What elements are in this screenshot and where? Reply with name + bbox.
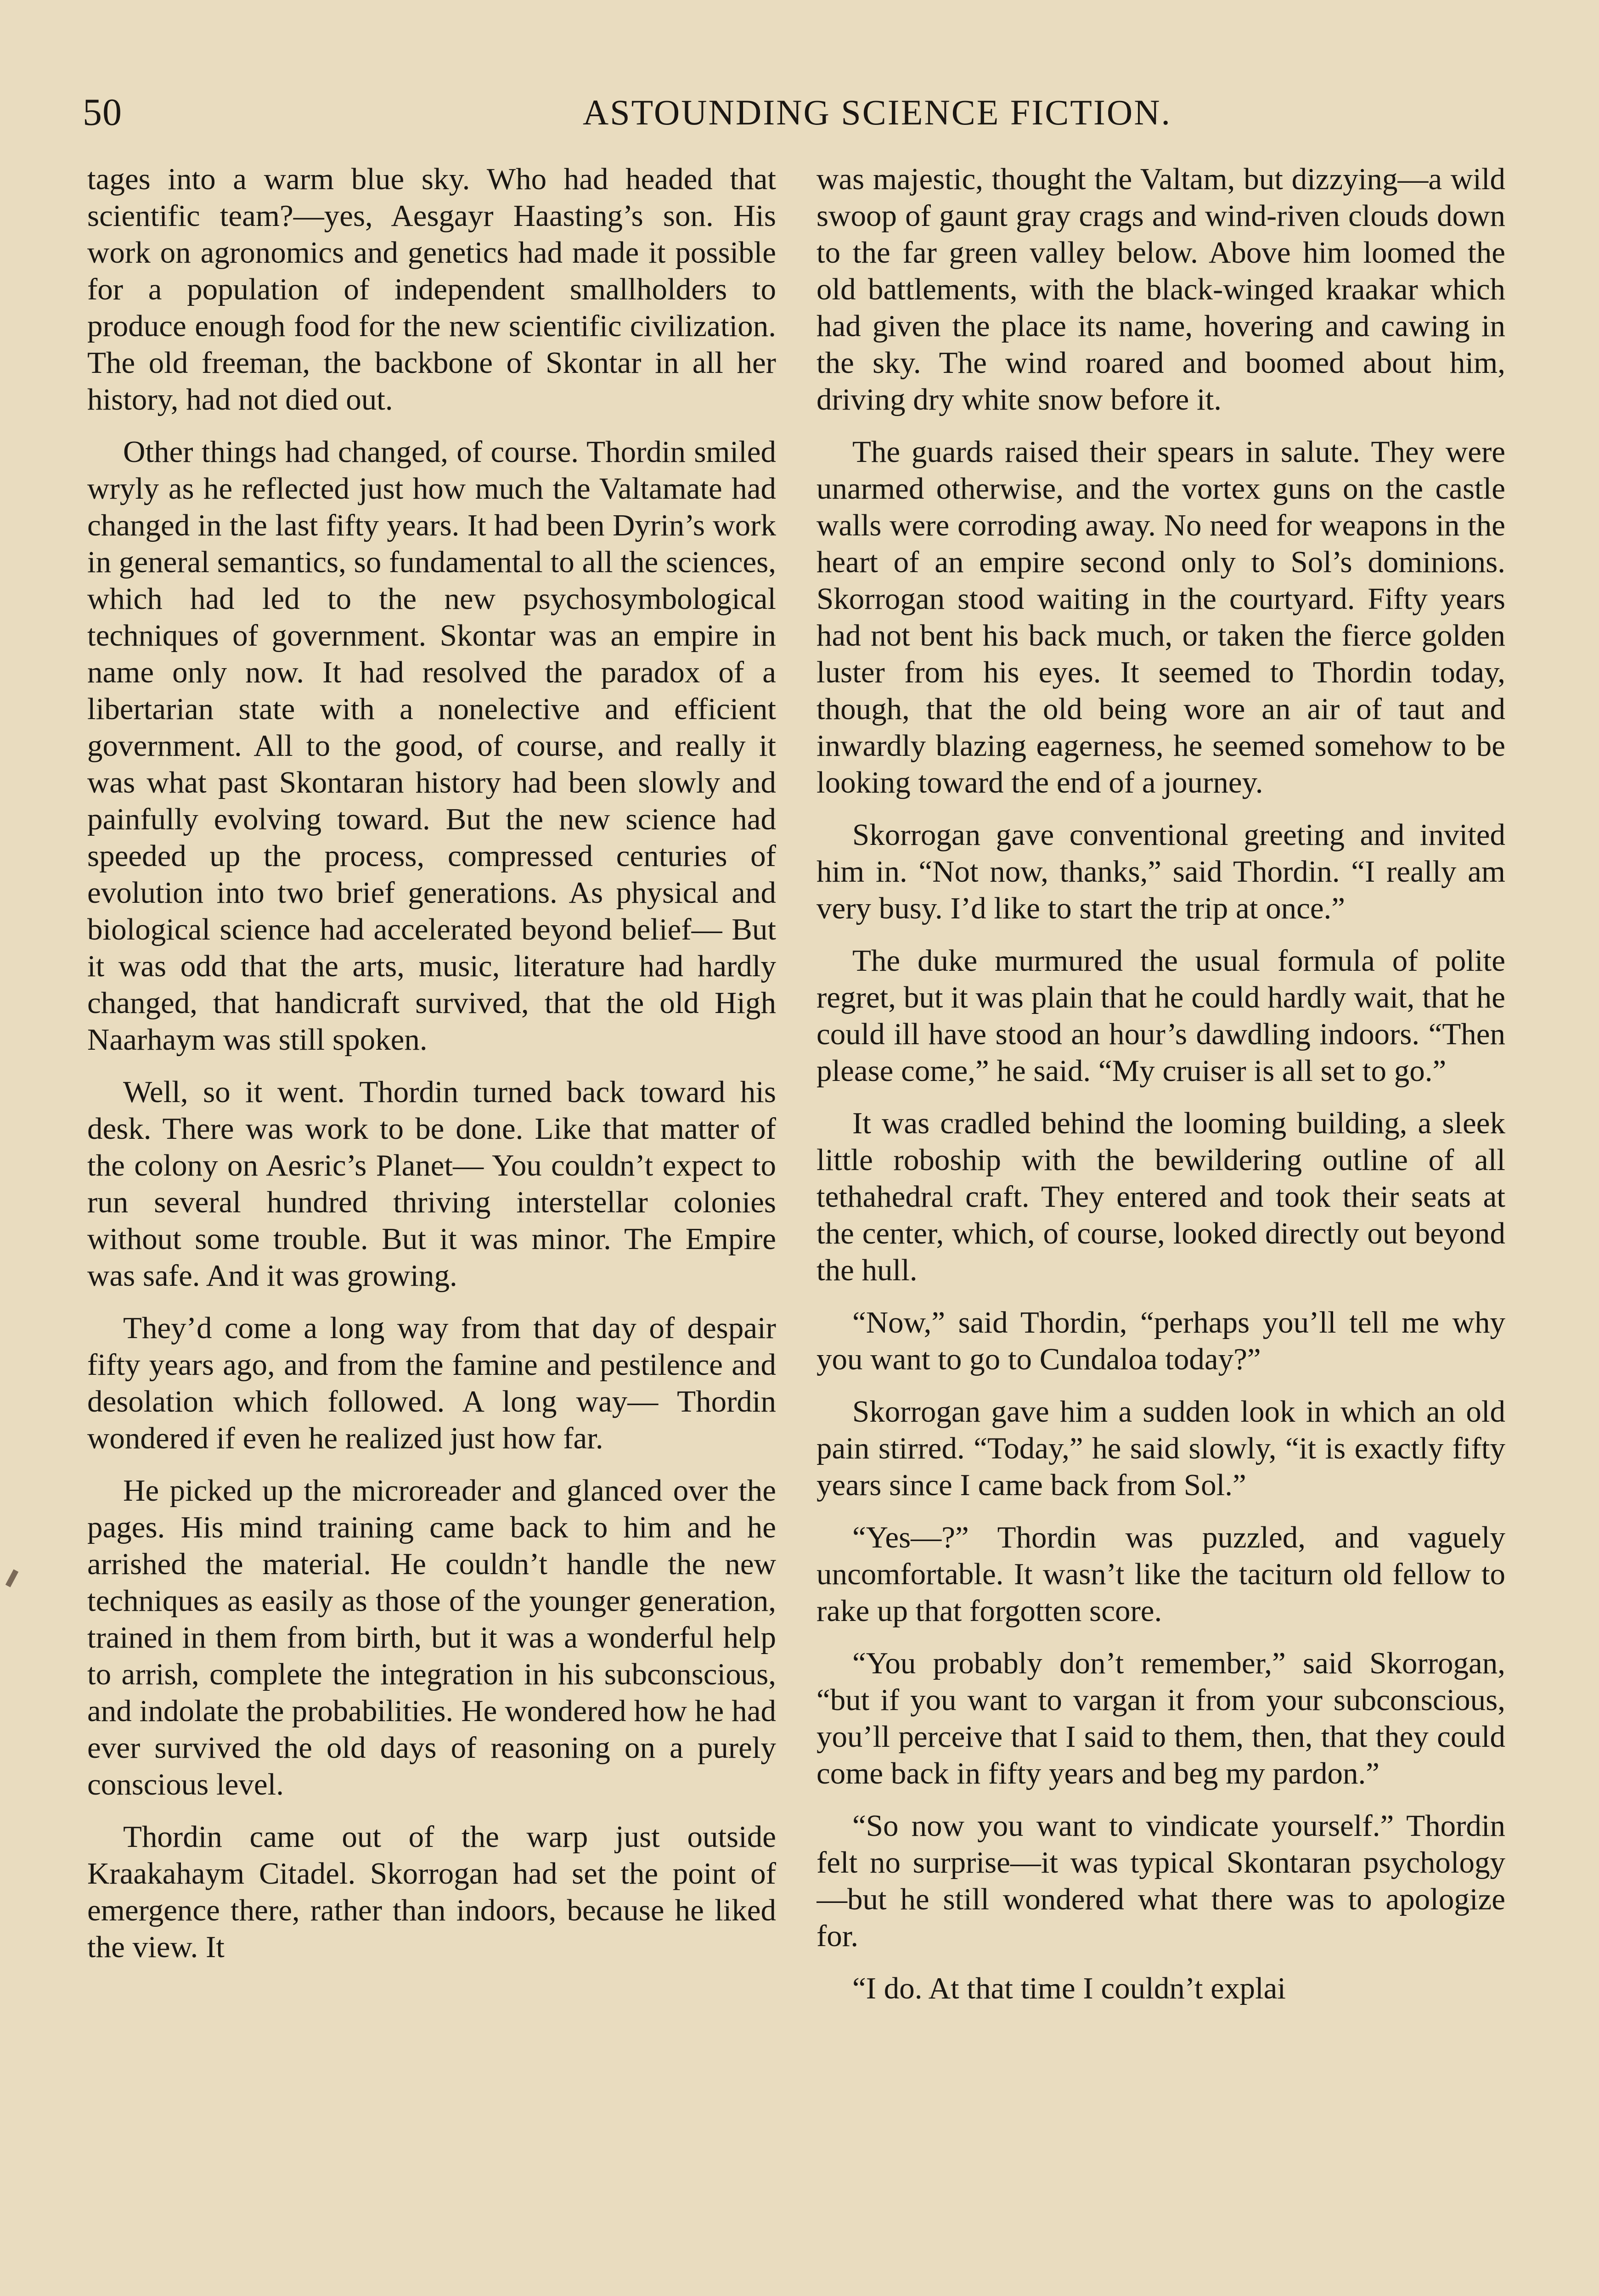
paragraph: “You probably don’t remember,” said Skorrogan, “but if you want to vargan it from your subconscious, you’ll perceive that I said to them, then, that they could come back in fifty years and beg my pardon.” xyxy=(816,1646,1505,1790)
paragraph: was majestic, thought the Valtam, but dizzying—a wild swoop of gaunt gray crags and wind-riven clouds down to the far green valley below. Above him loomed the old battlements, with the black-winged kraakar which had given the place its name, hovering and cawing in the sky. The wind roared and boomed about him, driving dry white snow before it. xyxy=(816,162,1505,416)
paragraph: “I do. At that time I couldn’t explai xyxy=(852,1971,1286,2005)
paragraph: Thordin came out of the warp just outside Kraakahaym Citadel. Skorrogan had set the point of emergence there, rather than indoors, because he liked the view. It xyxy=(87,1820,776,1964)
page-header xyxy=(83,87,1520,142)
paragraph: It was cradled behind the looming building, a sleek little roboship with the bewildering outline of all tethahedral craft. They entered and took their seats at the center, which, of course, looked directly out beyond the hull. xyxy=(816,1106,1505,1287)
paragraph: Skorrogan gave conventional greeting and invited him in. “Not now, thanks,” said Thordin. “I really am very busy. I’d like to start the trip at once.” xyxy=(816,818,1505,925)
page-margin-mark xyxy=(6,1569,18,1587)
left-text-column xyxy=(87,161,776,2296)
paragraph: “So now you want to vindicate yourself.” Thordin felt no surprise—it was typical Skontaran psychology—but he still wondered what there was to apologize for. xyxy=(816,1809,1505,1953)
running-title: ASTOUNDING SCIENCE FICTION. xyxy=(582,92,1172,132)
paragraph: Skorrogan gave him a sudden look in which an old pain stirred. “Today,” he said slowly, “it is exactly fifty years since I came back from Sol.” xyxy=(816,1395,1505,1502)
paragraph: The guards raised their spears in salute. They were unarmed otherwise, and the vortex guns on the castle walls were corroding away. No need for weapons in the heart of an empire second only to Sol’s dominions. Skorrogan stood waiting in the courtyard. Fifty years had not bent his back much, or taken the fierce golden luster from his eyes. It seemed to Thordin today, though, that the old being wore an air of taut and inwardly blazing eagerness, he seemed somehow to be looking toward the end of a journey. xyxy=(816,435,1505,799)
paragraph: “Yes—?” Thordin was puzzled, and vaguely uncomfortable. It wasn’t like the taciturn old fellow to rake up that forgotten score. xyxy=(816,1520,1505,1628)
paragraph: tages into a warm blue sky. Who had headed that scientific team?—yes, Aesgayr Haasting’s son. His work on agronomics and genetics had made it possible for a population of independent smallholders to produce enough food for the new scientific civilization. The old freeman, the backbone of Skontar in all her history, had not died out. xyxy=(87,162,776,416)
paragraph: They’d come a long way from that day of despair fifty years ago, and from the famine and pestilence and desolation which followed. A long way— Thordin wondered if even he realized just how far. xyxy=(87,1311,776,1455)
paragraph: The duke murmured the usual formula of polite regret, but it was plain that he could hardly wait, that he could ill have stood an hour’s dawdling indoors. “Then please come,” he said. “My cruiser is all set to go.” xyxy=(816,944,1505,1088)
right-text-column xyxy=(816,161,1505,2296)
paragraph: Other things had changed, of course. Thordin smiled wryly as he reflected just how much the Valtamate had changed in the last fifty years. It had been Dyrin’s work in general semantics, so fundamental to all the sciences, which had led to the new psychosymbological techniques of government. Skontar was an empire in name only now. It had resolved the paradox of a libertarian state with a nonelective and efficient government. All to the good, of course, and really it was what past Skontaran history had been slowly and painfully evolving toward. But the new science had speeded up the process, compressed centuries of evolution into two brief generations. As physical and biological science had accelerated beyond belief— But it was odd that the arts, music, literature had hardly changed, that handicraft survived, that the old High Naarhaym was still spoken. xyxy=(87,435,776,1057)
paragraph: “Now,” said Thordin, “perhaps you’ll tell me why you want to go to Cundaloa today?” xyxy=(816,1306,1505,1376)
paragraph: Well, so it went. Thordin turned back toward his desk. There was work to be done. Like that matter of the colony on Aesric’s Planet— You couldn’t expect to run several hundred thriving interstellar colonies without some trouble. But it was minor. The Empire was safe. And it was growing. xyxy=(87,1075,776,1293)
paragraph: He picked up the microreader and glanced over the pages. His mind training came back to him and he arrished the material. He couldn’t handle the new techniques as easily as those of the younger generation, trained in them from birth, but it was a wonderful help to arrish, complete the integration in his subconscious, and indolate the probabilities. He wondered how he had ever survived the old days of reasoning on a purely conscious level. xyxy=(87,1474,776,1801)
page-number: 50 xyxy=(83,91,122,134)
